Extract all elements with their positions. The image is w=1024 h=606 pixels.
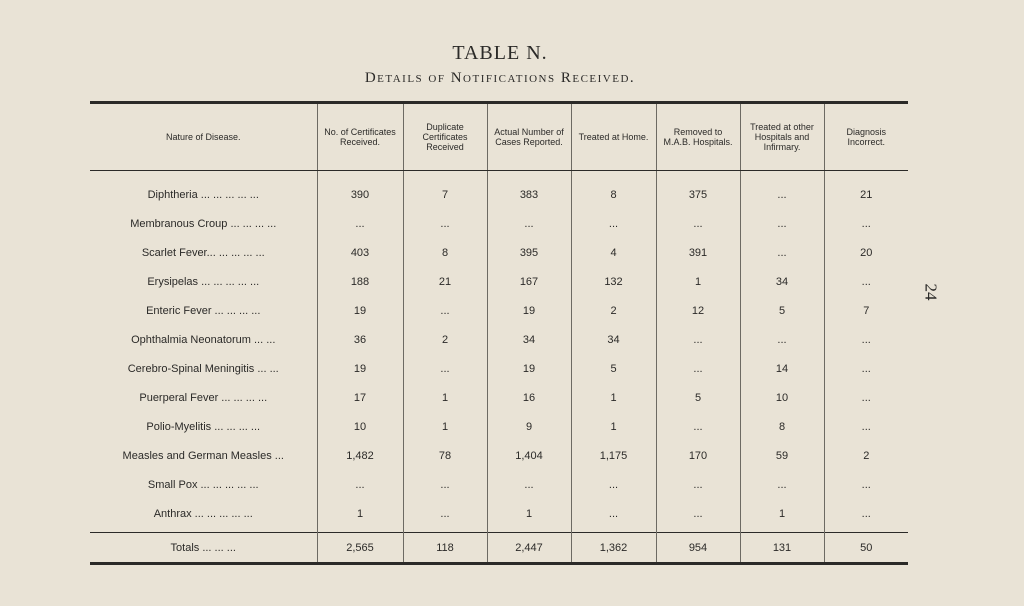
value-cell: 10 — [740, 383, 824, 412]
value-cell: 1 — [571, 412, 656, 441]
value-cell: 19 — [487, 296, 571, 325]
disease-name-cell: Polio-Myelitis ... ... ... ... — [146, 420, 261, 433]
value-cell: 10 — [317, 412, 403, 441]
value-cell: ... — [740, 171, 824, 210]
value-cell: 375 — [656, 171, 740, 210]
value-cell: ... — [740, 470, 824, 499]
column-header: No. of Certificates Received. — [317, 103, 403, 171]
value-cell: ... — [824, 412, 908, 441]
value-cell: 1 — [740, 499, 824, 533]
column-header: Duplicate Certificates Received — [403, 103, 487, 171]
value-cell: 170 — [656, 441, 740, 470]
value-cell: ... — [824, 383, 908, 412]
page-title: TABLE N. — [452, 42, 548, 64]
total-value-cell: 131 — [740, 533, 824, 564]
value-cell: ... — [824, 209, 908, 238]
table-row — [90, 296, 908, 325]
value-cell: ... — [656, 470, 740, 499]
table-row — [90, 267, 908, 296]
value-cell: 1 — [403, 412, 487, 441]
value-cell: ... — [487, 209, 571, 238]
value-cell: 188 — [317, 267, 403, 296]
value-cell: ... — [656, 209, 740, 238]
disease-name-cell: Anthrax ... ... ... ... ... — [153, 507, 253, 520]
value-cell: ... — [740, 209, 824, 238]
table-row — [90, 354, 908, 383]
table-row — [90, 171, 908, 210]
table-row — [90, 238, 908, 267]
value-cell: 9 — [487, 412, 571, 441]
value-cell: 16 — [487, 383, 571, 412]
value-cell: 34 — [740, 267, 824, 296]
value-cell: 2 — [824, 441, 908, 470]
table-row — [90, 499, 908, 533]
notifications-table — [90, 101, 908, 565]
value-cell: 8 — [403, 238, 487, 267]
table-row — [90, 209, 908, 238]
column-header: Treated at other Hospitals and Infirmary. — [740, 103, 824, 171]
value-cell: ... — [487, 470, 571, 499]
value-cell: ... — [403, 499, 487, 533]
value-cell: ... — [656, 325, 740, 354]
value-cell: 59 — [740, 441, 824, 470]
table-row — [90, 325, 908, 354]
total-value-cell: 50 — [824, 533, 908, 564]
disease-name-cell: Membranous Croup ... ... ... ... — [130, 217, 277, 230]
value-cell: 1 — [656, 267, 740, 296]
value-cell: 19 — [317, 296, 403, 325]
disease-name-cell: Erysipelas ... ... ... ... ... — [147, 275, 260, 288]
value-cell: 403 — [317, 238, 403, 267]
value-cell: 19 — [487, 354, 571, 383]
value-cell: 1,175 — [571, 441, 656, 470]
value-cell: ... — [824, 470, 908, 499]
disease-name-cell: Small Pox ... ... ... ... ... — [147, 478, 259, 491]
column-header: Removed to M.A.B. Hospitals. — [656, 103, 740, 171]
column-header: Actual Number of Cases Reported. — [487, 103, 571, 171]
value-cell: 395 — [487, 238, 571, 267]
disease-name-cell: Diphtheria ... ... ... ... ... — [147, 189, 259, 201]
total-value-cell: 2,447 — [487, 533, 571, 564]
value-cell: ... — [317, 209, 403, 238]
value-cell: ... — [403, 354, 487, 383]
value-cell: 20 — [824, 238, 908, 267]
value-cell: ... — [571, 209, 656, 238]
totals-label: Totals ... ... ... — [90, 533, 317, 564]
value-cell: ... — [403, 470, 487, 499]
column-header: Diagnosis Incorrect. — [824, 103, 908, 171]
disease-name-cell: Scarlet Fever... ... ... ... ... — [141, 246, 265, 259]
value-cell: 1 — [571, 383, 656, 412]
total-value-cell: 118 — [403, 533, 487, 564]
column-header: Nature of Disease. — [90, 103, 317, 171]
value-cell: 132 — [571, 267, 656, 296]
value-cell: ... — [656, 499, 740, 533]
value-cell: ... — [656, 354, 740, 383]
value-cell: 1 — [487, 499, 571, 533]
disease-name-cell: Measles and German Measles ... — [122, 449, 284, 462]
value-cell: 19 — [317, 354, 403, 383]
value-cell: 1 — [403, 383, 487, 412]
disease-name-cell: Enteric Fever ... ... ... ... — [146, 304, 261, 317]
value-cell: 34 — [571, 325, 656, 354]
table-row — [90, 470, 908, 499]
total-value-cell: 954 — [656, 533, 740, 564]
value-cell: 8 — [571, 171, 656, 210]
column-header: Treated at Home. — [571, 103, 656, 171]
value-cell: 383 — [487, 171, 571, 210]
value-cell: 14 — [740, 354, 824, 383]
total-value-cell: 1,362 — [571, 533, 656, 564]
totals-row — [90, 533, 908, 564]
value-cell: ... — [403, 209, 487, 238]
value-cell: 21 — [403, 267, 487, 296]
value-cell: ... — [403, 296, 487, 325]
value-cell: 34 — [487, 325, 571, 354]
value-cell: 390 — [317, 171, 403, 210]
value-cell: 1,404 — [487, 441, 571, 470]
value-cell: ... — [740, 325, 824, 354]
value-cell: ... — [824, 354, 908, 383]
value-cell: 7 — [403, 171, 487, 210]
table-row — [90, 383, 908, 412]
value-cell: ... — [571, 499, 656, 533]
value-cell: 78 — [403, 441, 487, 470]
value-cell: 5 — [740, 296, 824, 325]
value-cell: 5 — [656, 383, 740, 412]
disease-name-cell: Ophthalmia Neonatorum ... ... — [131, 333, 276, 346]
value-cell: 167 — [487, 267, 571, 296]
value-cell: 391 — [656, 238, 740, 267]
table-row — [90, 412, 908, 441]
value-cell: 1,482 — [317, 441, 403, 470]
value-cell: 5 — [571, 354, 656, 383]
value-cell: 17 — [317, 383, 403, 412]
value-cell: ... — [740, 238, 824, 267]
value-cell: 2 — [571, 296, 656, 325]
disease-name-cell: Puerperal Fever ... ... ... ... — [139, 391, 268, 404]
value-cell: 2 — [403, 325, 487, 354]
value-cell: 21 — [824, 171, 908, 210]
value-cell: ... — [656, 412, 740, 441]
value-cell: 4 — [571, 238, 656, 267]
page-number: 24 — [921, 283, 941, 301]
value-cell: ... — [824, 267, 908, 296]
value-cell: 12 — [656, 296, 740, 325]
page-subtitle: Details of Notifications Received. — [364, 70, 636, 86]
total-value-cell: 2,565 — [317, 533, 403, 564]
value-cell: ... — [571, 470, 656, 499]
disease-name-cell: Cerebro-Spinal Meningitis ... ... — [127, 362, 279, 375]
value-cell: 1 — [317, 499, 403, 533]
value-cell: 36 — [317, 325, 403, 354]
header-row — [90, 103, 908, 171]
value-cell: 7 — [824, 296, 908, 325]
table-row — [90, 441, 908, 470]
value-cell: ... — [824, 499, 908, 533]
table-body — [90, 171, 908, 533]
value-cell: ... — [317, 470, 403, 499]
value-cell: 8 — [740, 412, 824, 441]
value-cell: ... — [824, 325, 908, 354]
